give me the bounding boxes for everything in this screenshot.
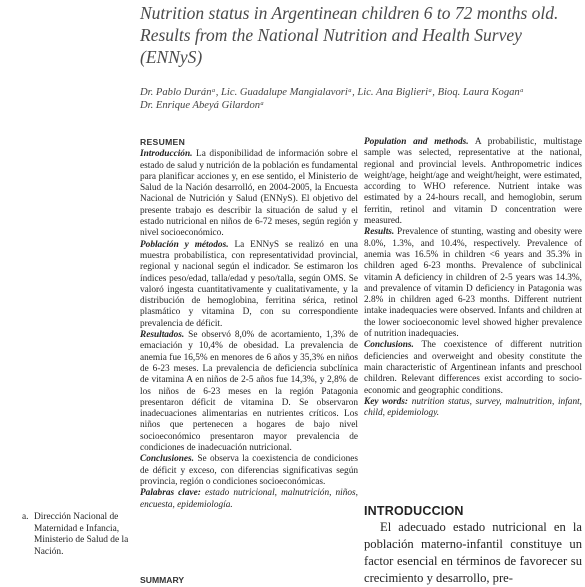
summary-conclusions (364, 340, 582, 396)
summary-column (364, 137, 582, 419)
section-label: Introducción. (140, 149, 193, 160)
resumen-metodos (140, 240, 358, 330)
section-text: A probabilistic, multistage sample was selected, representative at the national, regional and provincial levels. Anthropometric indices weight/age, height/age and weight/height, were estimated, according to WHO reference. Nutrient intake was estimated by a 24-hours recall, and hemoglobin, serum ferritin, retinol and vitamin D concentration were measured. (364, 137, 582, 227)
section-text: La disponibilidad de información sobre el estado de salud y nutrición de la población es fundamental para planificar acciones y, en ese sentido, el Ministerio de Salud de la Nación desarrolló, en 2004-2005, la Encuesta Nacional de Nutrición y Salud (ENNyS). El objetivo del presente trabajo es describir la situación de salud y el estado nutricional en niños de 6-72 meses, según región y nivel socioeconómico. (140, 149, 358, 239)
section-label: Conclusiones. (140, 454, 194, 465)
summary-keywords (364, 397, 582, 420)
section-text: The coexistence of different nutrition deficiencies and overweight and obesity constitute the main characteristic of Argentinean infants and preschool children. Relevant differences exist according to socio-economic and geographic conditions. (364, 340, 582, 396)
section-label: Key words: (364, 396, 408, 407)
resumen-introduccion (140, 149, 358, 239)
footnote-mark: a. (22, 512, 29, 522)
introduccion-text: El adecuado estado nutricional en la población materno-infantil constituye un factor esencial en términos de favorecer su crecimiento y desarrollo, pre- (364, 520, 582, 585)
section-label: Resultados. (140, 330, 185, 341)
resumen-palabras-clave (140, 488, 358, 511)
resumen-resultados (140, 330, 358, 454)
summary-methods (364, 137, 582, 227)
section-text: nutrition status, survey, malnutrition, infant, child, epidemiology. (364, 396, 582, 419)
resumen-heading: RESUMEN (140, 137, 186, 147)
author-list (140, 86, 580, 112)
resumen-column (140, 137, 358, 511)
introduccion-heading: INTRODUCCION (364, 504, 464, 518)
section-label: Conclusions. (364, 340, 414, 351)
author-line-1: Dr. Pablo Duránᵃ, Lic. Guadalupe Mangialavoriᵃ, Lic. Ana Biglieriᵃ, Bioq. Laura Koganᵃ (140, 87, 524, 98)
section-label: Palabras clave: (140, 488, 201, 499)
section-label: Población y métodos. (140, 239, 229, 250)
summary-results (364, 227, 582, 340)
section-text: estado nutricional, malnutrición, niños, encuesta, epidemiología. (140, 488, 358, 510)
section-label: Results. (364, 227, 395, 238)
article-title: Nutrition status in Argentinean children 6 to 72 months old. Results from the National Nutrition and Health Survey (ENNyS) (140, 3, 559, 67)
resumen-conclusiones (140, 454, 358, 488)
summary-heading: SUMMARY (140, 575, 185, 585)
footnote-text: Dirección Nacional de Maternidad e Infancia, Ministerio de Salud de la Nación. (34, 512, 129, 557)
section-text: La ENNyS se realizó en una muestra probabilística, con representatividad provincial, regional y nacional según el indicador. Se estimaron los índices peso/edad, talla/edad y peso/talla, según OMS. Se valoró ingesta cuantitativamente y cualitativamente, y la distribución de hemoglobina, ferritina sérica, retinol plasmático y vitamina D, con su correspondiente prevalencia de déficit. (140, 239, 358, 329)
section-label: Population and methods. (364, 137, 469, 147)
affiliation-footnote (22, 512, 132, 558)
author-line-2: Dr. Enrique Abeyá Gilardonᵃ (140, 100, 265, 111)
section-text: Se observó 8,0% de acortamiento, 1,3% de emaciación y 10,4% de obesidad. La prevalencia de anemia fue 16,5% en menores de 6 años y 35,3% en niños de 6-23 meses. La prevalencia de deficiencia subclínica de vitamina A en niños de 2-5 años fue 14,3%, y 2,8% de los niños de 6-23 meses en la región Patagonia presentaron déficit de vitamina D. Se observaron inadecuaciones alimentarias en nutrientes críticos. Los niños que pertenecen a hogares de bajo nivel socioeconómico presentaron mayor prevalencia de condiciones de inadecuación nutricional. (140, 330, 358, 454)
section-text: Prevalence of stunting, wasting and obesity were 8.0%, 1.3%, and 10.4%, respectively. Prevalence of anemia was 16.5% in children <6 years and 35.3% in children aged 6-23 months. Prevalence of subclinical vitamin A deficiency in children of 2-5 years was 14.3%, and prevalence of vitamin D deficiency in Patagonia was 2.8% in children aged 6-23 months. Different nutrient intake inadequacies were observed. Infants and children at the lower socioeconomic level showed higher prevalence of nutrition inadequacies. (364, 227, 582, 340)
section-text: Se observa la coexistencia de condiciones de déficit y exceso, con diferencias significativas según provincia, región o condiciones socioeconómicas. (140, 454, 358, 487)
